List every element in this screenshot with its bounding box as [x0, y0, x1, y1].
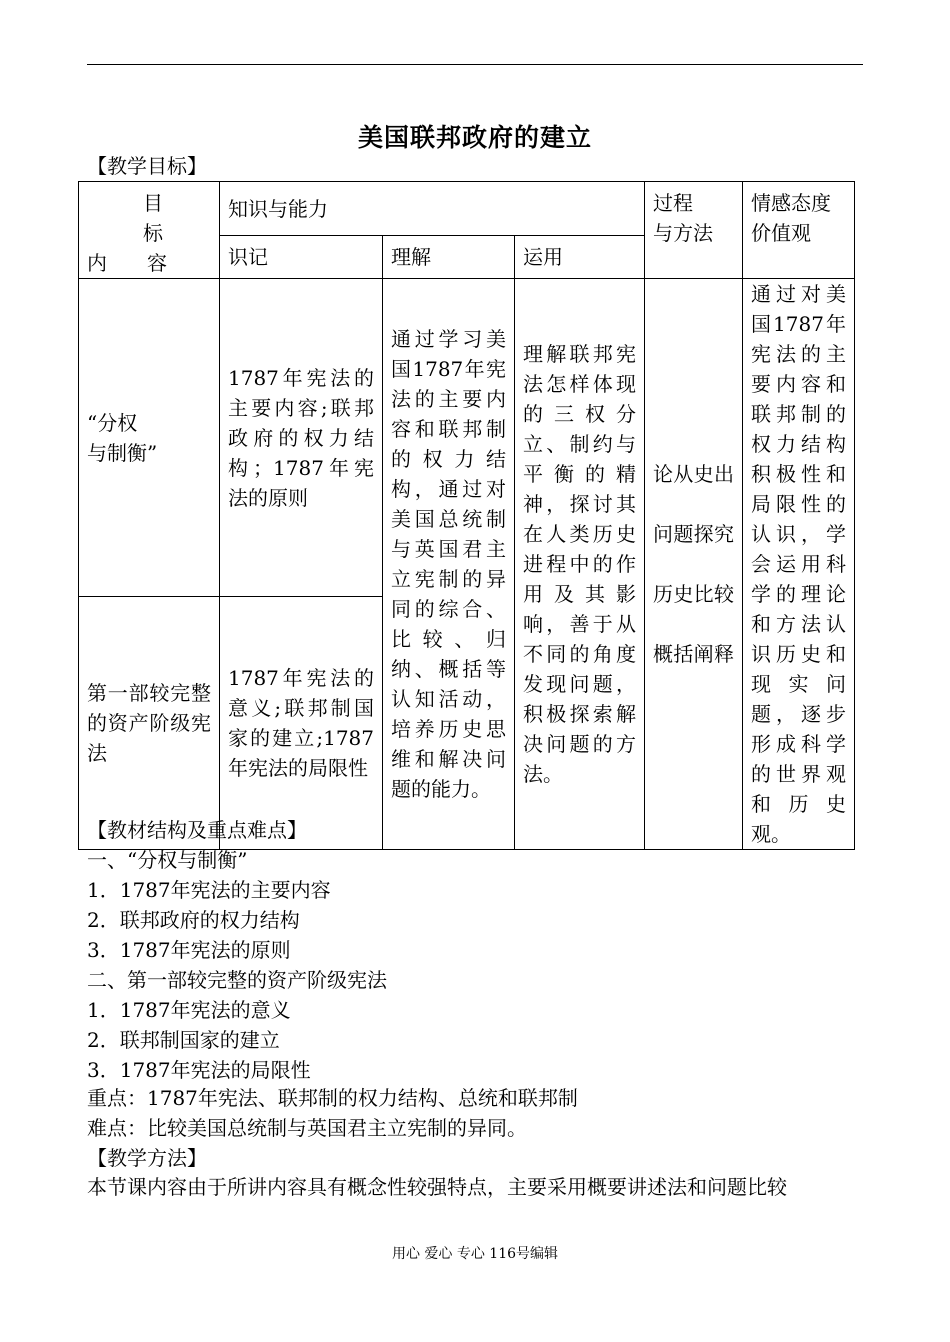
method-item: 论从史出 [653, 462, 734, 486]
header-process-line2: 与方法 [653, 221, 713, 245]
method-item: 概括阐释 [653, 642, 734, 666]
header-target-label: 目 标 [143, 191, 203, 245]
understand-cell: 通过学习美国1787年宪法的主要内容和联邦制的权力结构，通过对美国总统制与英国君主立宪制的异同的综合、比较、归纳、概括等认知活动，培养历史思维和解决问题的能力。 [383, 279, 515, 850]
section-heading-method: 【教学方法】 [87, 1146, 207, 1170]
header-emotion [743, 182, 855, 279]
apply-cell: 理解联邦宪法怎样体现的三权分立、制约与平衡的精神，探讨其在人类历史进程中的作用及其影响，善于从不同的角度发现问题，积极探索解决问题的方法。 [515, 279, 645, 850]
header-emotion-line1: 情感态度 [751, 191, 831, 215]
header-content-label: 内 容 [87, 251, 167, 275]
page-footer: 用心 爱心 专心 116号编辑 [391, 1246, 559, 1262]
header-process [645, 182, 743, 279]
outline-item: 1．1787年宪法的主要内容 [87, 878, 331, 902]
row1-memorize: 1787年宪法的主要内容;联邦政府的权力结构；1787年宪法的原则 [220, 279, 383, 597]
outline-item: 2．联邦制国家的建立 [87, 1028, 280, 1052]
row2-memorize: 1787年宪法的意义;联邦制国家的建立;1787年宪法的局限性 [220, 597, 383, 850]
method-item: 历史比较 [653, 582, 734, 606]
header-knowledge: 知识与能力 [220, 182, 645, 236]
page-title: 美国联邦政府的建立 [357, 123, 592, 152]
outline-item: 二、第一部较完整的资产阶级宪法 [87, 968, 387, 992]
header-emotion-line2: 价值观 [751, 221, 811, 245]
outline-item: 2．联邦政府的权力结构 [87, 908, 300, 932]
row1-topic [79, 279, 220, 597]
section-heading-goals: 【教学目标】 [87, 154, 207, 178]
difficult-point: 难点：比较美国总统制与英国君主立宪制的异同。 [87, 1116, 527, 1140]
header-understand: 理解 [383, 236, 515, 279]
header-process-line1: 过程 [653, 191, 693, 215]
outline-item: 3．1787年宪法的局限性 [87, 1058, 311, 1082]
row2-topic: 第一部较完整的资产阶级宪法 [79, 597, 220, 850]
outline-item: 一、“分权与制衡” [87, 848, 248, 872]
header-memorize: 识记 [220, 236, 383, 279]
row1-topic-line1: “分权 [87, 410, 138, 435]
section-heading-structure: 【教材结构及重点难点】 [87, 818, 307, 842]
methods-cell [645, 279, 743, 850]
outline-item: 3．1787年宪法的原则 [87, 938, 291, 962]
key-point: 重点：1787年宪法、联邦制的权力结构、总统和联邦制 [87, 1086, 578, 1110]
method-paragraph: 本节课内容由于所讲内容具有概念性较强特点，主要采用概要讲述法和问题比较 [87, 1175, 787, 1199]
outline-item: 1．1787年宪法的意义 [87, 998, 291, 1022]
header-rule [87, 64, 863, 65]
method-item: 问题探究 [653, 522, 734, 546]
header-target-content [79, 182, 220, 279]
header-apply: 运用 [515, 236, 645, 279]
emotion-cell: 通过对美国1787年宪法的主要内容和联邦制的权力结构积极性和局限性的认识，学会运用科学的理论和方法认识历史和现实问题，逐步形成科学的世界观和历史观。 [743, 279, 855, 850]
row1-topic-line2: 与制衡” [87, 440, 158, 465]
objectives-table [78, 181, 855, 850]
